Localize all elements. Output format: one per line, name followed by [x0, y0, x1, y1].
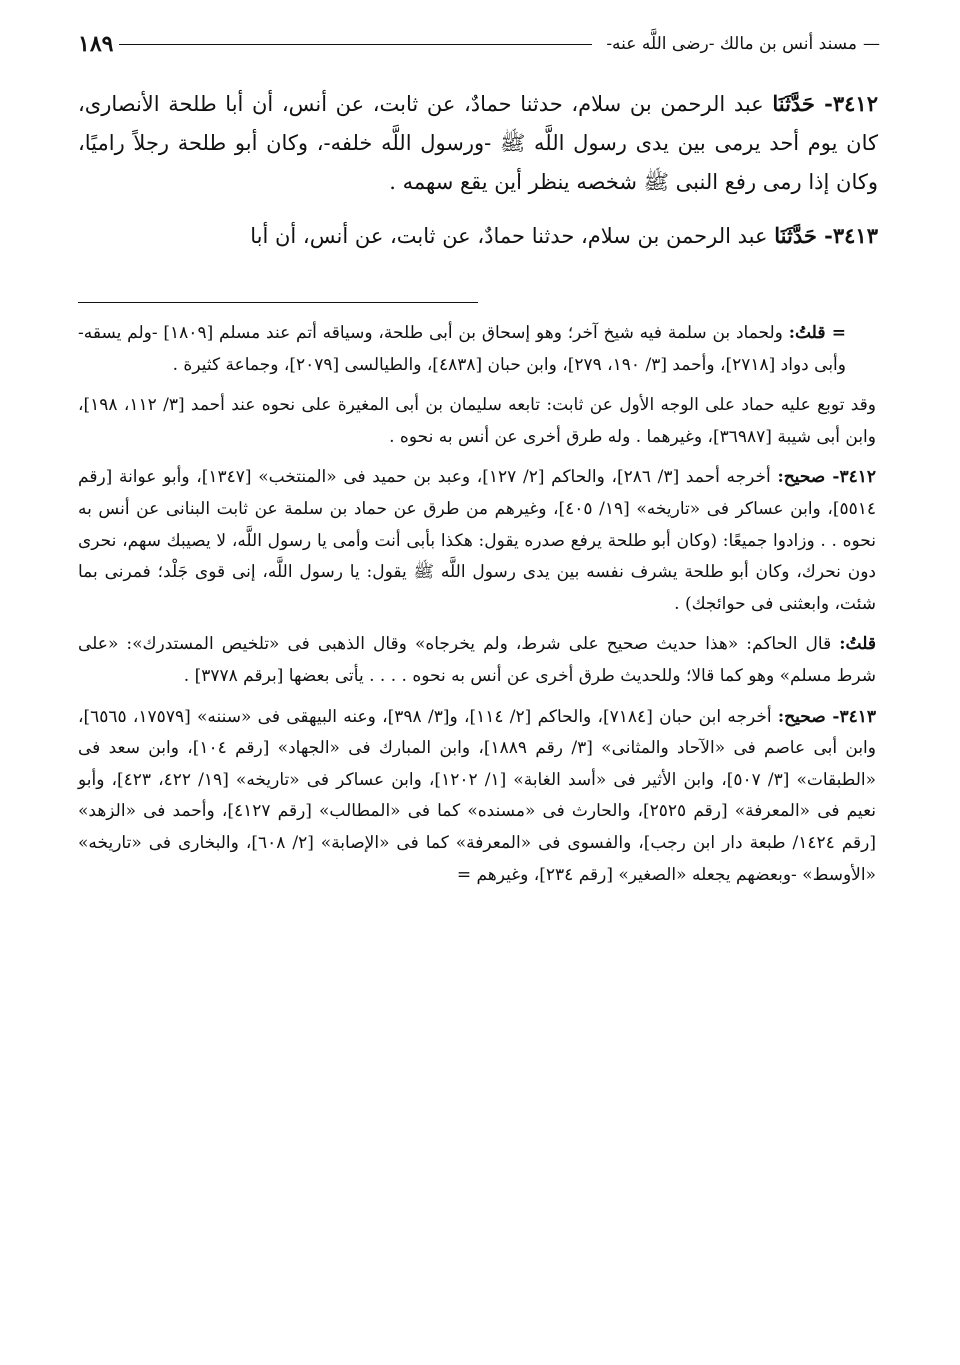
footnote-text: ولحماد بن سلمة فيه شيخ آخر؛ وهو إسحاق بن أبى طلحة، وسياقه أتم عند مسلم [١٨٠٩] -ولم يسقه- وأبى دواد [٢٧١٨]، وأحمد [٣/ ١٩٠، ٢٧٩]، وابن حبان [٤٨٣٨]، والطيالسى [٢٠٧٩]، وجماعة كثيرة . — [78, 323, 846, 375]
footnote-lead: = قلتُ: — [788, 323, 847, 343]
footnote-text: أخرجه ابن حبان [٧١٨٤]، والحاكم [٢/ ١١٤]، و[٣/ ٣٩٨]، وعنه البيهقى فى «سننه» [١٧٥٧٩، ٦٥٦٥]، وابن أبى عاصم فى «الآحاد والمثانى» [٣/ رقم ١٨٨٩]، وابن المبارك فى «الجهاد» [رقم ١٠٤]، وابن سعد فى «الطبقات» [٣/ ٥٠٧]، وابن الأثير فى «أسد الغابة» [١/ ١٢٠٢]، وابن عساكر فى «تاريخه» [١٩/ ٤٢٢، ٤٢٣]، وأبو نعيم فى «المعرفة» [رقم ٢٥٢٥]، والحارث فى «مسنده» كما فى «المطالب» [رقم ٤١٢٧]، وأحمد فى «الزهد» [رقم ١٤٢٤/ طبعة دار ابن رجب]، والفسوى فى «المعرفة» كما فى «الإصابة» [٢/ ٦٠٨]، والبخارى فى «تاريخه» «الأوسط» -وبعضهم يجعله «الصغير» [رقم ٢٣٤]، وغيرهم = — [78, 706, 877, 885]
hadith-number: ٣٤١٣ — [832, 223, 878, 248]
hadith-number: ٣٤١٢ — [832, 91, 878, 116]
main-text — [78, 84, 878, 270]
footnote-paragraph — [78, 702, 876, 892]
page-number: ١٨٩ — [78, 31, 114, 57]
hadith-keyword: حَدَّثَنَا — [774, 223, 817, 248]
footnote-text: أخرجه أحمد [٣/ ٢٨٦]، والحاكم [٢/ ١٢٧]، وعبد بن حميد فى «المنتخب» [١٣٤٧]، وأبو عوانة [رقم ٥٥١٤]، وابن عساكر فى «تاريخه» [١٩/ ٤٠٥]، وغيرهم من طرق عن حماد بن سلمة عن ثابت البنانى عن أنس به نحوه . . وزادوا جميعًا: (وكان أبو طلحة يرفع صدره يقول: هكذا بأبى أنت وأمى يا رسول اللَّه، لا يصيبك سهم، نحرى دون نحرك، وكان أبو طلحة يشرف نفسه بين يدى رسول اللَّه ﷺ يقول: يا رسول اللَّه، إنى قوى جَلْد؛ فمرنى بما شئت، وابعثنى فى حوائجك) . — [78, 467, 876, 614]
header-rule — [119, 44, 592, 45]
hadith-keyword: حَدَّثَنَا — [772, 91, 815, 116]
hadith-3413: ٣٤١٣- حَدَّثَنَا عبد الرحمن بن سلام، حدثنا حمادٌ، عن ثابت، عن أنس، أن أبا — [250, 223, 878, 248]
hadith-text: عبد الرحمن بن سلام، حدثنا حمادٌ، عن ثابت، عن أنس، أن أبا طلحة الأنصارى، كان يوم أحد يرمى بين يدى رسول اللَّه ﷺ -ورسول اللَّه خلفه-، وكان أبو طلحة رجلاً راميًا، وكان إذا رمى رفع النبى ﷺ شخصه ينظر أين يقع سهمه . — [78, 92, 878, 194]
footnote-lead: ٣٤١٣- صحيح: — [777, 706, 877, 727]
header-dash: — — [863, 34, 880, 54]
hadith-text: عبد الرحمن بن سلام، حدثنا حمادٌ، عن ثابت، عن أنس، أن أبا — [250, 224, 768, 248]
footnote-divider — [78, 302, 478, 303]
footnote-paragraph — [78, 462, 876, 620]
footnote-lead: قلتُ: — [839, 634, 876, 655]
running-title: مسند أنس بن مالك -رضى اللَّه عنه- — [606, 34, 857, 54]
running-header — [78, 28, 880, 60]
hadith-3412: ٣٤١٢- حَدَّثَنَا عبد الرحمن بن سلام، حدثنا حمادٌ، عن ثابت، عن أنس، أن أبا طلحة الأنصارى، كان يوم أحد يرمى بين يدى رسول اللَّه ﷺ -ورسول اللَّه خلفه-، وكان أبو طلحة رجلاً راميًا، وكان إذا رمى رفع النبى ﷺ شخصه ينظر أين يقع سهمه . — [78, 91, 878, 194]
footnote-paragraph — [78, 629, 876, 692]
footnote-text: وقد توبع عليه حماد على الوجه الأول عن ثابت: تابعه سليمان بن أبى المغيرة على نحوه عند أحمد [٣/ ١١٢، ١٩٨]، وابن أبى شيبة [٣٦٩٨٧]، وغيرهما . وله طرق أخرى عن أنس به نحوه . — [78, 395, 877, 447]
footnote-paragraph — [78, 390, 876, 453]
footnotes — [78, 318, 876, 900]
footnote-text: قال الحاكم: «هذا حديث صحيح على شرط، ولم يخرجاه» وقال الذهبى فى «تلخيص المستدرك»: «على شرط مسلم» وهو كما قالا؛ وللحديث طرق أخرى عن أنس به نحوه . . . . يأتى بعضها [برقم ٣٧٧٨] . — [78, 634, 876, 686]
footnote-lead: ٣٤١٢- صحيح: — [777, 467, 876, 488]
footnote-paragraph — [78, 318, 876, 381]
